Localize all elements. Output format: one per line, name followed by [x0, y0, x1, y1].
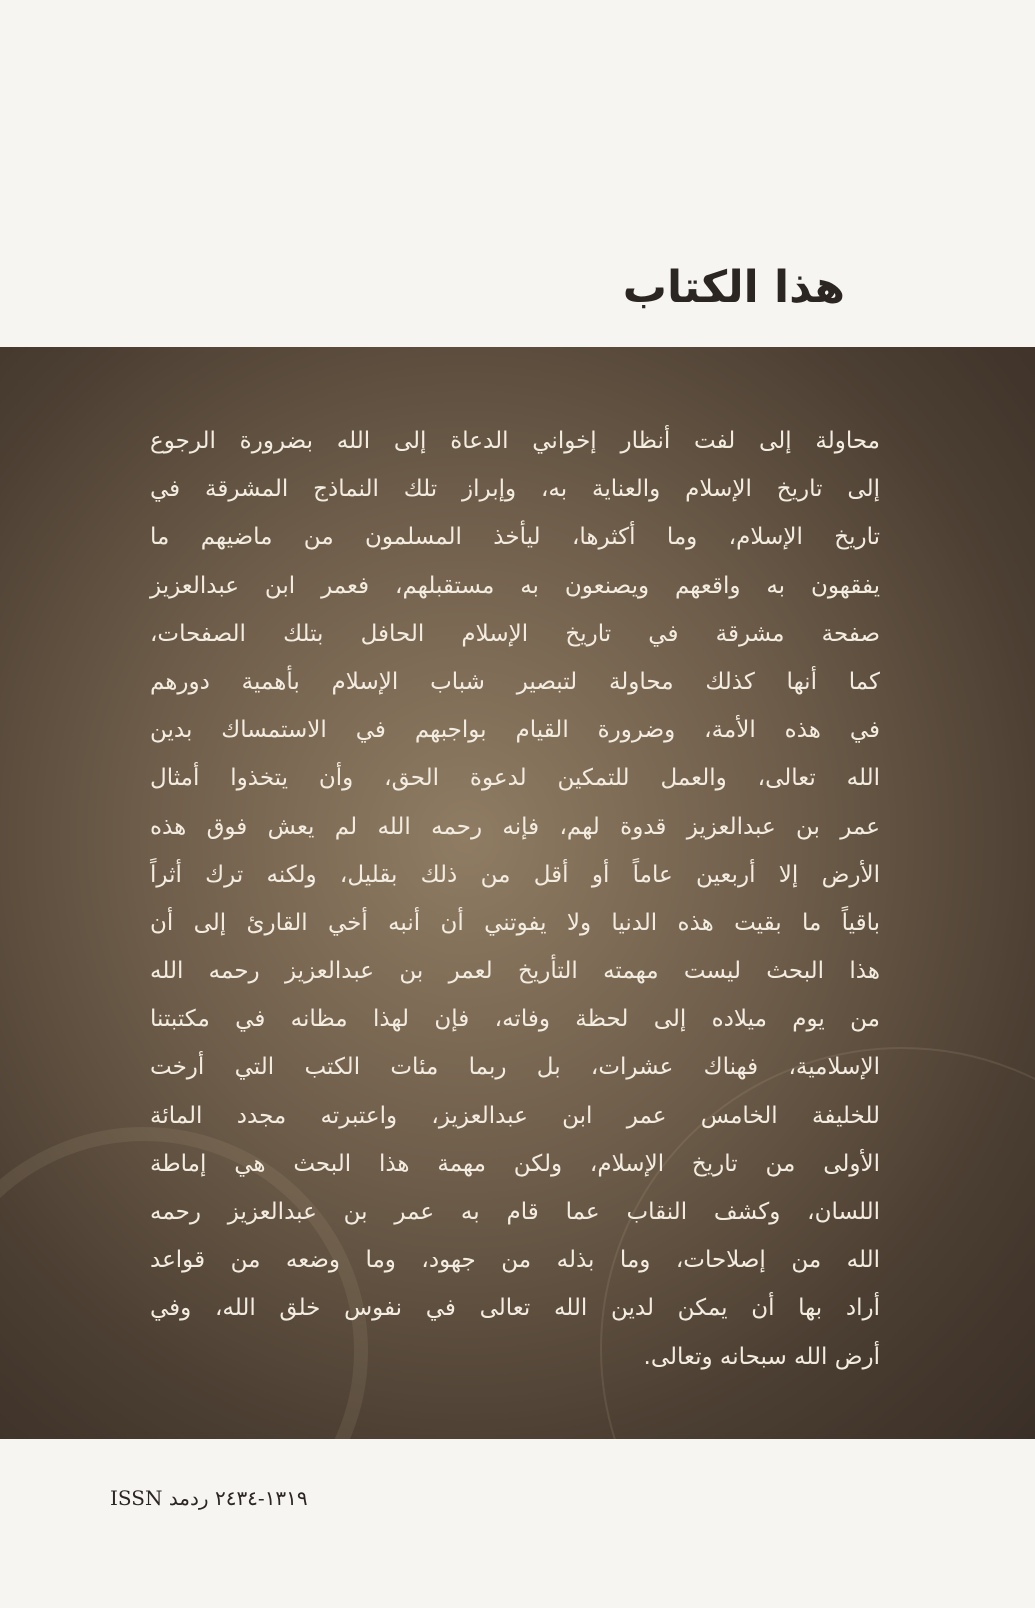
blurb-line: من يوم ميلاده إلى لحظة وفاته، فإن لهذا مظانه في مكتبتنا: [150, 1006, 880, 1033]
blurb-line: إلى تاريخ الإسلام والعناية به، وإبراز تلك النماذج المشرقة في: [150, 476, 880, 503]
blurb-line: صفحة مشرقة في تاريخ الإسلام الحافل بتلك الصفحات،: [150, 620, 880, 647]
issn-number: ISSN ١٣١٩-٢٤٣٤ ردمد: [110, 1486, 308, 1510]
blurb-line: يفقهون به واقعهم ويصنعون به مستقبلهم، فعمر ابن عبدالعزيز: [150, 572, 880, 599]
blurb-line: أراد بها أن يمكن لدين الله تعالى في نفوس خلق الله، وفي: [150, 1295, 880, 1322]
blurb-line: أرض الله سبحانه وتعالى.: [643, 1343, 880, 1370]
blurb-line: محاولة إلى لفت أنظار إخواني الدعاة إلى الله بضرورة الرجوع: [150, 428, 880, 454]
blurb-line: عمر بن عبدالعزيز قدوة لهم، فإنه رحمه الله لم يعش فوق هذه: [150, 813, 880, 840]
section-title: هذا الكتاب: [622, 262, 845, 313]
blurb-panel: [0, 347, 1035, 1439]
blurb-line: الله تعالى، والعمل للتمكين لدعوة الحق، وأن يتخذوا أمثال: [150, 765, 880, 792]
blurb-line: للخليفة الخامس عمر ابن عبدالعزيز، واعتبرته مجدد المائة: [150, 1102, 880, 1129]
blurb-line: باقياً ما بقيت هذه الدنيا ولا يفوتني أن أنبه أخي القارئ إلى أن: [150, 909, 880, 936]
blurb-line: الأرض إلا أربعين عاماً أو أقل من ذلك بقليل، ولكنه ترك أثراً: [150, 861, 880, 888]
blurb-line: هذا البحث ليست مهمته التأريخ لعمر بن عبدالعزيز رحمه الله: [150, 958, 880, 985]
blurb-text: [150, 417, 880, 1381]
blurb-line: الإسلامية، فهناك عشرات، بل ربما مئات الكتب التي أرخت: [150, 1054, 880, 1081]
blurb-line: في هذه الأمة، وضرورة القيام بواجبهم في الاستمساك بدين: [150, 717, 880, 744]
blurb-line: كما أنها كذلك محاولة لتبصير شباب الإسلام بأهمية دورهم: [150, 668, 880, 695]
blurb-line: تاريخ الإسلام، وما أكثرها، ليأخذ المسلمون من ماضيهم ما: [150, 524, 880, 551]
blurb-line: الله من إصلاحات، وما بذله من جهود، وما وضعه من قواعد: [150, 1247, 880, 1274]
blurb-line: الأولى من تاريخ الإسلام، ولكن مهمة هذا البحث هي إماطة: [150, 1150, 880, 1177]
blurb-line: اللسان، وكشف النقاب عما قام به عمر بن عبدالعزيز رحمه: [150, 1199, 880, 1225]
